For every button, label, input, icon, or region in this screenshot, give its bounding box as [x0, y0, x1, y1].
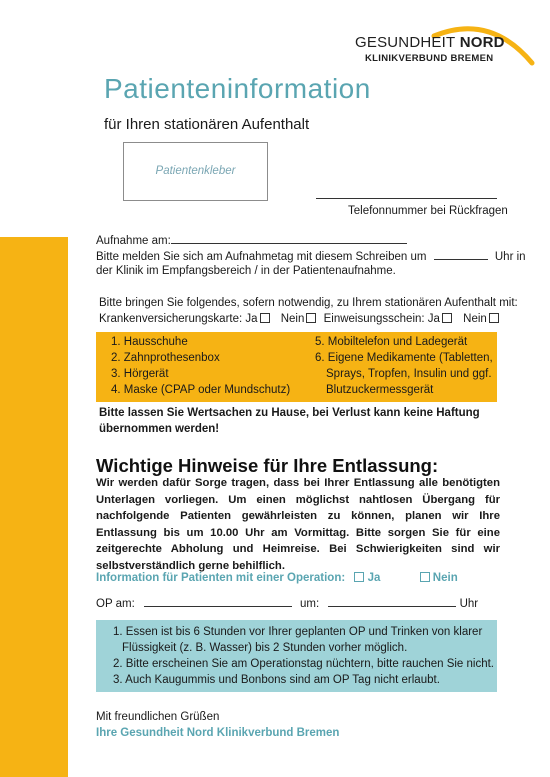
list-item: Sprays, Tropfen, Insulin und ggf.: [326, 368, 492, 380]
admission-time-row: [96, 249, 526, 263]
admission-date-label: Aufnahme am:: [96, 235, 171, 247]
referral-yes-checkbox[interactable]: [442, 313, 452, 323]
list-item: 1. Essen ist bis 6 Stunden vor Ihrer geplanten OP und Trinken von klarer: [113, 626, 483, 638]
insurance-card-label: Krankenversicherungskarte: Ja: [99, 313, 258, 325]
valuables-notice-line1: Bitte lassen Sie Wertsachen zu Hause, bei Verlust kann keine Haftung: [99, 407, 480, 419]
closing-organization: Ihre Gesundheit Nord Klinikverbund Bremen: [96, 727, 340, 739]
operation-no-label: Nein: [432, 572, 458, 584]
closing-greeting: Mit freundlichen Grüßen: [96, 711, 220, 723]
operation-yes-label: Ja: [367, 572, 381, 584]
patient-sticker-label: Patientenkleber: [155, 165, 236, 177]
operation-row: [96, 572, 458, 584]
left-accent-bar: [0, 237, 68, 777]
patient-sticker-box[interactable]: [123, 142, 268, 201]
list-item: 3. Hörgerät: [111, 368, 169, 380]
list-item: 2. Zahnprothesenbox: [111, 352, 220, 364]
bring-intro: Bitte bringen Sie folgendes, sofern notwendig, zu Ihrem stationären Aufenthalt mit:: [99, 297, 518, 309]
list-item: 2. Bitte erscheinen Sie am Operationstag nüchtern, bitte rauchen Sie nicht.: [113, 658, 494, 670]
admission-time-text: Bitte melden Sie sich am Aufnahmetag mit diesem Schreiben um: [96, 251, 427, 263]
list-item: Blutzuckermessgerät: [326, 384, 434, 396]
referral-label: Einweisungsschein: Ja: [323, 313, 440, 325]
op-time-label: um:: [300, 598, 320, 610]
op-time-unit: Uhr: [459, 598, 479, 610]
referral-no-checkbox[interactable]: [489, 313, 499, 323]
logo-arc: [420, 21, 540, 81]
insurance-card-no-checkbox[interactable]: [306, 313, 316, 323]
insurance-card-yes-checkbox[interactable]: [260, 313, 270, 323]
discharge-heading: Wichtige Hinweise für Ihre Entlassung:: [96, 455, 439, 476]
documents-row: [99, 313, 499, 325]
list-item: Flüssigkeit (z. B. Wasser) bis 2 Stunden vorher möglich.: [122, 642, 408, 654]
discharge-text: Wir werden dafür Sorge tragen, dass bei Ihrer Entlassung alle benötigten Unterlagen vorliegen. Um einen möglichst nahtlosen Übergang für nachfolgende Patienten gewährleisten zu können, planen wir Ihre Entlassung bis um 10.00 Uhr am Vormittag. Bitte sorgen Sie für eine zeitgerechte Abholung und Heimreise. Bei Schwierigkeiten sind wir selbstverständlich gerne behilflich.: [96, 477, 500, 572]
logo-wordmark: [355, 34, 505, 51]
op-time-row: [300, 596, 478, 610]
page-title: Patienteninformation: [104, 73, 371, 104]
logo-word-2: NORD: [459, 34, 505, 51]
phone-field-line[interactable]: [316, 198, 497, 199]
admission-date-field[interactable]: [171, 233, 407, 244]
list-item: 1. Hausschuhe: [111, 336, 188, 348]
insurance-card-no-label: Nein: [280, 313, 305, 325]
op-date-field[interactable]: [144, 596, 292, 607]
admission-time-unit: Uhr in: [494, 251, 526, 263]
list-item: 5. Mobiltelefon und Ladegerät: [315, 336, 468, 348]
logo-subline: KLINIKVERBUND BREMEN: [365, 53, 494, 64]
list-item: 3. Auch Kaugummis und Bonbons sind am OP Tag nicht erlaubt.: [113, 674, 440, 686]
page-subtitle: für Ihren stationären Aufenthalt: [104, 116, 310, 133]
valuables-notice-line2: übernommen werden!: [99, 423, 220, 435]
op-time-field[interactable]: [328, 596, 456, 607]
operation-yes-checkbox[interactable]: [354, 572, 364, 582]
logo-word-1: GESUNDHEIT: [355, 34, 456, 51]
list-item: 4. Maske (CPAP oder Mundschutz): [111, 384, 291, 396]
referral-no-label: Nein: [463, 313, 487, 325]
op-date-row: [96, 596, 292, 610]
admission-location-text: der Klinik im Empfangsbereich / in der Patientenaufnahme.: [96, 265, 396, 277]
admission-date-row: [96, 233, 407, 247]
operation-label: Information für Patienten mit einer Operation:: [96, 572, 346, 584]
operation-no-checkbox[interactable]: [420, 572, 430, 582]
list-item: 6. Eigene Medikamente (Tabletten,: [315, 352, 493, 364]
phone-field-label: Telefonnummer bei Rückfragen: [348, 205, 508, 217]
op-date-label: OP am:: [96, 598, 135, 610]
admission-time-field[interactable]: [434, 249, 488, 260]
